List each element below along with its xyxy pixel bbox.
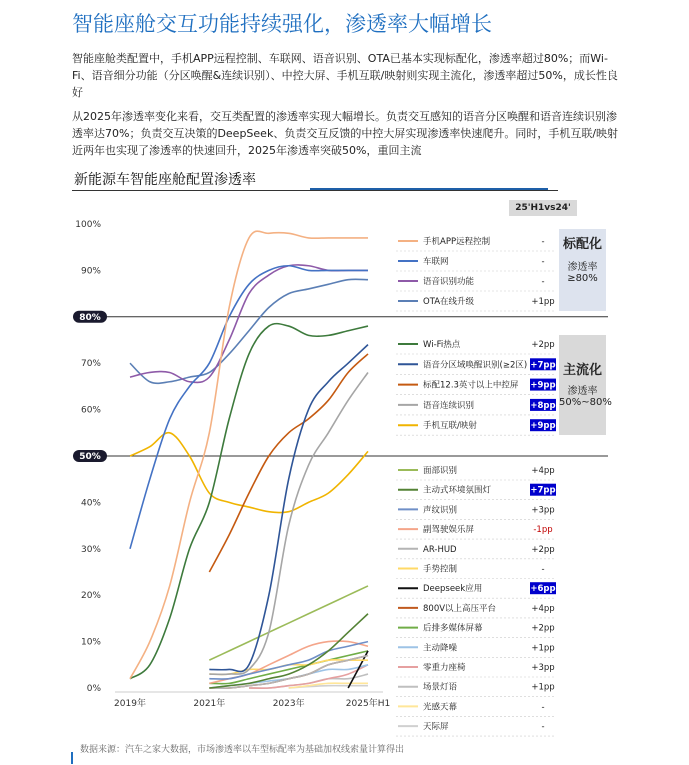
legend-label: 语音识别功能: [423, 277, 475, 287]
group-mainstream-desc1: 渗透率: [567, 386, 598, 397]
threshold-label: 50%: [79, 452, 101, 462]
legend-change: +4pp: [531, 603, 555, 614]
y-tick-label: 60%: [80, 405, 101, 416]
y-tick-label: 30%: [80, 544, 101, 555]
legend-label: 声纹识别: [423, 505, 458, 516]
legend-change: +7pp: [530, 360, 556, 371]
legend-label: 后排多媒体屏幕: [423, 623, 483, 634]
series-line: [209, 660, 368, 675]
group-mainstream-desc2: 50%~80%: [559, 397, 612, 408]
legend-change: +8pp: [530, 400, 556, 411]
chart-subtitle: 新能源车智能座舱配置渗透率: [74, 172, 256, 188]
legend-label: 副驾驶娱乐屏: [423, 525, 475, 536]
legend-label: 手机互联/映射: [423, 421, 477, 432]
series-line: [130, 231, 368, 679]
x-tick-label: 2025年H1: [345, 699, 391, 709]
legend-label: 光感天幕: [423, 702, 458, 713]
y-tick-label: 70%: [80, 359, 101, 370]
legend-change: -: [541, 702, 545, 713]
legend-label: 天际屏: [423, 722, 449, 733]
legend-label: 语音连续识别: [423, 400, 475, 411]
intro-paragraph-1: 智能座舱类配置中，手机APP远程控制、车联网、语音识别、OTA已基本实现标配化，渗透率超过80%；而Wi-Fi、语音细分功能（分区唤醒&连续识别）、中控大屏、手机互联/映射则实现主流化，渗透率超过50%，成长性良好: [72, 52, 618, 99]
legend-change: +1pp: [531, 297, 555, 307]
group-standard-name: 标配化: [562, 237, 602, 252]
series-line: [209, 354, 368, 572]
page-title: 智能座舱交互功能持续强化，渗透率大幅增长: [72, 12, 492, 36]
legend-change: +1pp: [531, 682, 555, 693]
legend-change: +4pp: [531, 466, 555, 476]
legend-label: 主动式环境氛围灯: [423, 485, 492, 496]
legend-change: -1pp: [533, 525, 553, 536]
legend-label: 面部识别: [423, 466, 458, 476]
legend-label: Wi-Fi热点: [423, 340, 461, 350]
legend-change: +9pp: [530, 380, 556, 391]
y-tick-label: 100%: [75, 220, 101, 230]
legend-label: 主动降噪: [423, 643, 458, 654]
legend-change: -: [541, 257, 545, 267]
legend-change: +2pp: [531, 340, 555, 350]
group-mainstream-name: 主流化: [562, 363, 602, 378]
series-line: [209, 586, 368, 660]
legend-change: +2pp: [531, 623, 555, 634]
legend-change: +3pp: [531, 663, 555, 673]
legend-label: Deepseek应用: [423, 584, 483, 595]
intro-paragraph-2: 从2025年渗透率变化来看，交互类配置的渗透率实现大幅增长。负责交互感知的语音分区唤醒和语音连续识别渗透率达70%；负责交互决策的DeepSeek、负责交互反馈的中控大屏实现渗透率快速爬升。同时，手机互联/映射近两年也实现了渗透率的快速回升，2025年渗透率突破50%，重回主流: [72, 110, 619, 157]
legend-label: 零重力座椅: [423, 663, 466, 673]
y-tick-label: 90%: [80, 266, 101, 277]
legend-change: -: [541, 564, 545, 575]
legend-label: 语音分区域唤醒识别(≥2区): [423, 360, 528, 371]
series-line: [209, 614, 368, 688]
legend-change: +6pp: [530, 584, 556, 595]
y-tick-label: 20%: [80, 591, 101, 602]
legend-label: 车联网: [423, 257, 449, 267]
threshold-label: 80%: [79, 312, 101, 323]
legend-change: +1pp: [531, 643, 555, 654]
group-standard-desc1: 渗透率: [567, 262, 598, 273]
legend-label: 手势控制: [423, 564, 458, 575]
legend-change: -: [541, 722, 545, 733]
footer-accent-bar: [71, 752, 73, 764]
y-tick-label: 10%: [80, 637, 101, 648]
change-column-header: 25'H1vs24': [509, 200, 577, 216]
legend-change: +2pp: [531, 544, 555, 555]
group-standard-desc2: ≥80%: [567, 273, 598, 284]
y-tick-label: 0%: [86, 684, 101, 694]
legend-change: +3pp: [531, 505, 555, 516]
legend-label: 手机APP远程控制: [423, 237, 491, 247]
legend-change: -: [541, 237, 545, 247]
x-tick-label: 2021年: [193, 699, 226, 709]
legend-label: 场景灯语: [423, 682, 458, 693]
legend-label: 800V以上高压平台: [423, 603, 497, 614]
legend-change: +7pp: [530, 485, 556, 496]
series-line: [209, 372, 368, 674]
legend-change: +9pp: [530, 421, 556, 432]
x-tick-label: 2023年: [272, 699, 305, 709]
series-line: [130, 433, 368, 513]
y-tick-label: 40%: [80, 498, 101, 509]
legend-label: 标配12.3英寸以上中控屏: [423, 380, 519, 391]
data-source-note: 数据来源：汽车之家大数据，市场渗透率以车型标配率为基础加权线索量计算得出: [80, 745, 405, 755]
x-tick-label: 2019年: [114, 699, 146, 709]
legend-label: OTA在线升级: [423, 297, 475, 307]
legend-change: -: [541, 277, 545, 287]
legend-label: AR-HUD: [423, 544, 457, 555]
